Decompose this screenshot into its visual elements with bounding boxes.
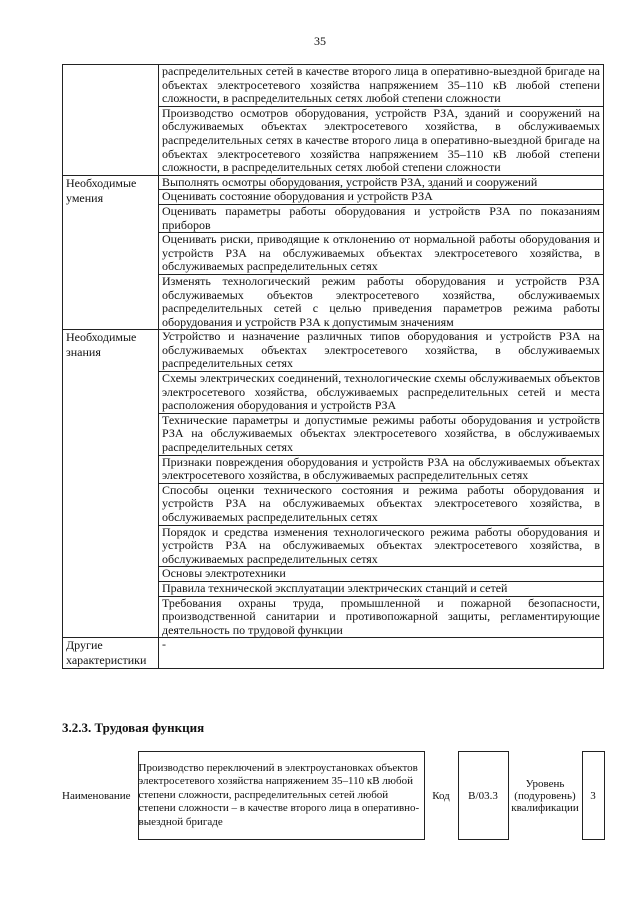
row-item: распределительных сетей в качестве второго лица в оперативно-выездной бригаде на объектах электросетевого хозяйства напряжением 35–110 кВ любой степени сложности, в распределительных сетях любой степени сложности xyxy=(159,65,604,107)
row-item: Устройство и назначение различных типов оборудования и устройств РЗА на обслуживаемых объектах электросетевого хозяйства, в обслуживаемых распределительных сетях xyxy=(159,330,604,372)
section-title: 3.2.3. Трудовая функция xyxy=(62,720,205,735)
row-item: Изменять технологический режим работы оборудования и устройств РЗА обслуживаемых объектов электросетевого хозяйства, обслуживаемых распределительных сетей с целью приведения параметров режима работы оборудования и устройств РЗА к допустимым значениям xyxy=(159,274,604,329)
row-item: - xyxy=(159,638,604,669)
function-code: B/03.3 xyxy=(458,752,508,840)
page-number: 35 xyxy=(314,34,326,48)
row-item: Порядок и средства изменения технологического режима работы оборудования и устройств РЗА на обслуживаемых объектах электросетевого хозяйства, в обслуживаемых распределительных сетях xyxy=(159,525,604,567)
row-item: Схемы электрических соединений, технологические схемы обслуживаемых объектов электросетевого хозяйства, обслуживаемых распределительных сетей и места расположения оборудования и устройств РЗА xyxy=(159,372,604,414)
table-row xyxy=(63,175,604,190)
row-item: Оценивать состояние оборудования и устройств РЗА xyxy=(159,190,604,205)
row-label: Необходимые умения xyxy=(63,175,159,330)
qualification-level-label: Уровень (подуровень) квалификации xyxy=(511,777,579,814)
row-item: Основы электротехники xyxy=(159,567,604,582)
labor-function-header-table xyxy=(62,751,605,840)
row-item: Оценивать параметры работы оборудования и устройств РЗА по показаниям приборов xyxy=(159,204,604,232)
table-row xyxy=(63,638,604,669)
row-item: Оценивать риски, приводящие к отклонению от нормальной работы оборудования и устройств РЗА на обслуживаемых объектах электросетевого хозяйства, в обслуживаемых распределительных сетях xyxy=(159,233,604,275)
function-name: Производство переключений в электроустановках объектов электросетевого хозяйства напряжением 35–110 кВ любой степени сложности, распределительных сетей любой степени сложности – в качестве второго лица в оперативно-выездной бригаде xyxy=(138,752,424,840)
table-row xyxy=(63,65,604,107)
row-item: Правила технической эксплуатации электрических станций и сетей xyxy=(159,581,604,596)
function-details-table xyxy=(62,64,604,669)
row-label: Необходимые знания xyxy=(63,330,159,638)
row-label: Другие характеристики xyxy=(63,638,159,669)
row-item: Требования охраны труда, промышленной и пожарной безопасности, производственной санитарии и противопожарной защиты, регламентирующие деятельность по трудовой функции xyxy=(159,596,604,638)
row-item: Признаки повреждения оборудования и устройств РЗА на обслуживаемых объектах электросетевого хозяйства, в обслуживаемых распределительных сетях xyxy=(159,455,604,483)
row-item: Способы оценки технического состояния и режима работы оборудования и устройств РЗА на обслуживаемых объектах электросетевого хозяйства, в обслуживаемых распределительных сетях xyxy=(159,483,604,525)
code-label: Код xyxy=(432,789,450,802)
row-item: Выполнять осмотры оборудования, устройств РЗА, зданий и сооружений xyxy=(159,175,604,190)
name-label: Наименование xyxy=(62,789,131,802)
row-item: Технические параметры и допустимые режимы работы оборудования и устройств РЗА на обслуживаемых объектах электросетевого хозяйства, в обслуживаемых распределительных сетях xyxy=(159,413,604,455)
table-row xyxy=(63,330,604,372)
qualification-level: 3 xyxy=(582,752,604,840)
row-label xyxy=(63,65,159,176)
row-item: Производство осмотров оборудования, устройств РЗА, зданий и сооружений на обслуживаемых объектах электросетевого хозяйства, в обслуживаемых распределительных сетях в качестве второго лица в оперативно-выездной бригаде на объектах электросетевого хозяйства напряжением 35–110 кВ любой степени сложности, в распределительных сетях любой степени сложности xyxy=(159,106,604,175)
